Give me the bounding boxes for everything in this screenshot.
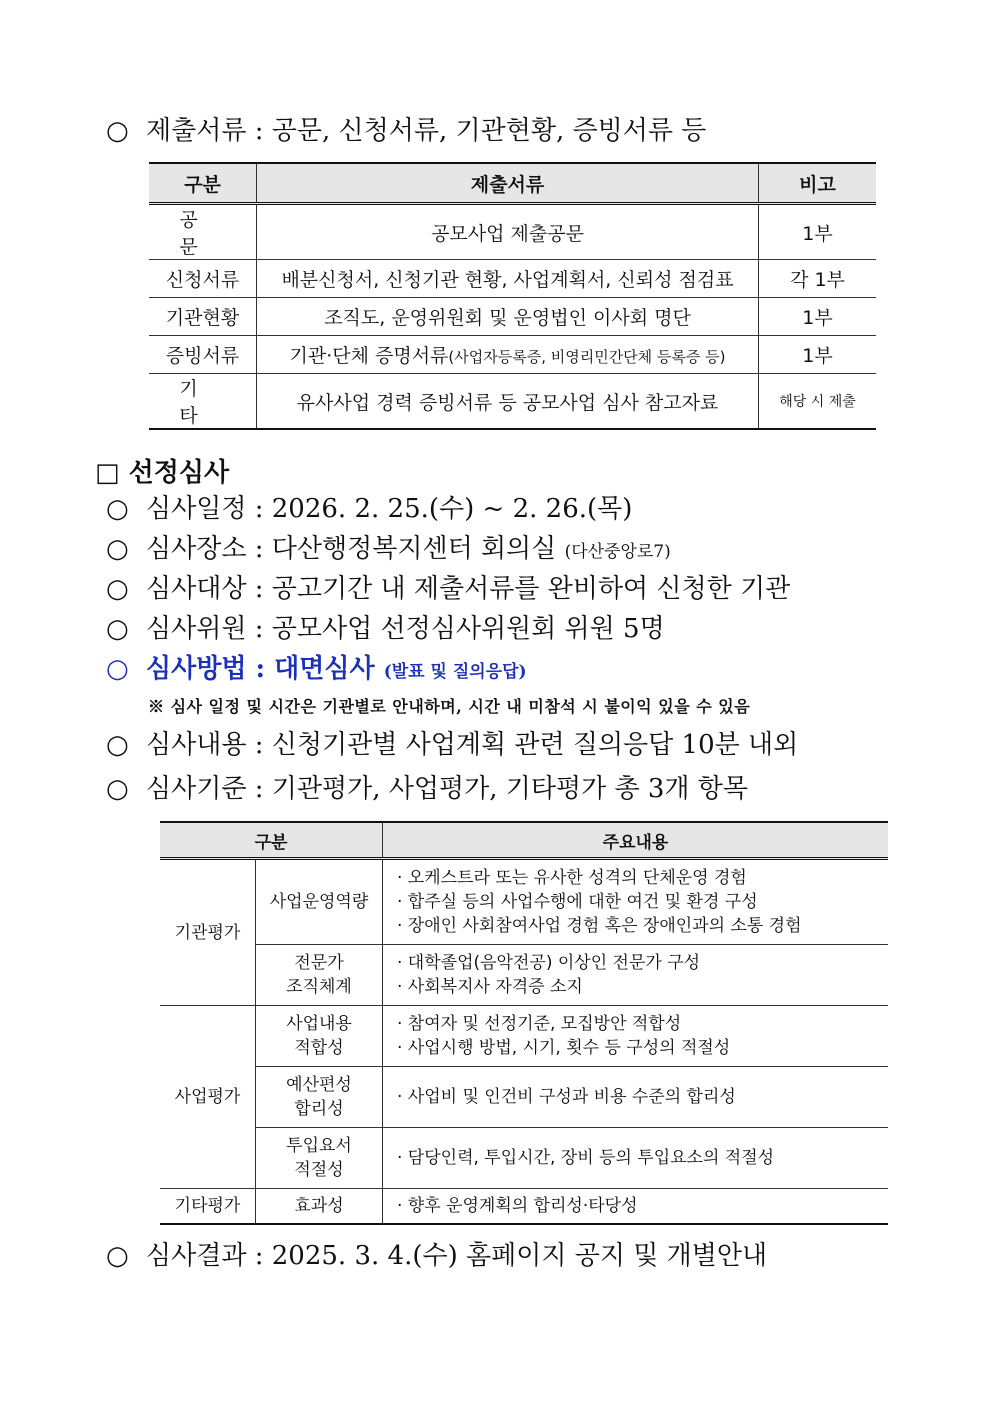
- table-row: [160, 1006, 888, 1067]
- table-row: [149, 336, 876, 374]
- table-row: [149, 374, 876, 430]
- criteria-item: ○ 심사기준 : 기관평가, 사업평가, 기타평가 총 3개 항목: [106, 774, 749, 804]
- criteria-table-header: [160, 822, 888, 859]
- row-category: 공 문: [149, 204, 257, 260]
- table-row: [149, 260, 876, 298]
- content-cell: · 담당인력, 투입시간, 장비 등의 투입요소의 적절성: [383, 1128, 889, 1189]
- group-project: 사업평가: [160, 1006, 256, 1189]
- row-note: 해당 시 제출: [759, 374, 877, 430]
- header-docs: 제출서류: [257, 163, 759, 204]
- row-note: 각 1부: [759, 260, 877, 298]
- sub-category: 사업운영역량: [256, 859, 383, 945]
- row-category: 기 타: [149, 374, 257, 430]
- row-note: 1부: [759, 204, 877, 260]
- section-title: □ 선정심사: [95, 458, 230, 488]
- row-docs: 공모사업 제출공문: [257, 204, 759, 260]
- sub-category: 예산편성 합리성: [256, 1067, 383, 1128]
- content-cell: · 대학졸업(음악전공) 이상인 전문가 구성 · 사회복지사 자격증 소지: [383, 945, 889, 1006]
- schedule-item: ○ 심사일정 : 2026. 2. 25.(수) ~ 2. 26.(목): [106, 494, 633, 524]
- content-cell: · 참여자 및 선정기준, 모집방안 적합성 · 사업시행 방법, 시기, 횟수 등 구성의 적절성: [383, 1006, 889, 1067]
- row-docs: 기관·단체 증명서류(사업자등록증, 비영리민간단체 등록증 등): [257, 336, 759, 374]
- row-note: 1부: [759, 336, 877, 374]
- table-row: [160, 945, 888, 1006]
- header-note: 비고: [759, 163, 877, 204]
- docs-line: ○ 제출서류 : 공문, 신청서류, 기관현황, 증빙서류 등: [106, 116, 707, 146]
- header-content: 주요내용: [383, 822, 889, 859]
- committee-item: ○ 심사위원 : 공모사업 선정심사위원회 위원 5명: [106, 614, 665, 644]
- group-institution: 기관평가: [160, 859, 256, 1006]
- row-note: 1부: [759, 298, 877, 336]
- table-row: [149, 204, 876, 260]
- row-docs: 조직도, 운영위원회 및 운영법인 이사회 명단: [257, 298, 759, 336]
- sub-category: 투입요서 적절성: [256, 1128, 383, 1189]
- notice-text: ※ 심사 일정 및 시간은 기관별로 안내하며, 시간 내 미참석 시 불이익 있을 수 있음: [148, 697, 751, 716]
- table-row: [160, 1067, 888, 1128]
- header-category: 구분: [160, 822, 383, 859]
- target-item: ○ 심사대상 : 공고기간 내 제출서류를 완비하여 신청한 기관: [106, 574, 791, 604]
- content-cell: · 향후 운영계획의 합리성·타당성: [383, 1189, 889, 1225]
- table-row: [160, 1189, 888, 1225]
- content-cell: · 오케스트라 또는 유사한 성격의 단체운영 경험 · 합주실 등의 사업수행에 대한 여건 및 환경 구성 · 장애인 사회참여사업 경험 혹은 장애인과의 소통 경험: [383, 859, 889, 945]
- group-other: 기타평가: [160, 1189, 256, 1225]
- content-item: ○ 심사내용 : 신청기관별 사업계획 관련 질의응답 10분 내외: [106, 730, 799, 760]
- row-docs: 유사사업 경력 증빙서류 등 공모사업 심사 참고자료: [257, 374, 759, 430]
- content-cell: · 사업비 및 인건비 구성과 비용 수준의 합리성: [383, 1067, 889, 1128]
- row-category: 증빙서류: [149, 336, 257, 374]
- criteria-table: [160, 821, 888, 1225]
- sub-category: 효과성: [256, 1189, 383, 1225]
- docs-table-header: [149, 163, 876, 204]
- row-category: 신청서류: [149, 260, 257, 298]
- table-row: [160, 1128, 888, 1189]
- row-category: 기관현황: [149, 298, 257, 336]
- table-row: [149, 298, 876, 336]
- result-item: ○ 심사결과 : 2025. 3. 4.(수) 홈페이지 공지 및 개별안내: [106, 1241, 768, 1271]
- row-docs: 배분신청서, 신청기관 현황, 사업계획서, 신뢰성 점검표: [257, 260, 759, 298]
- table-row: [160, 859, 888, 945]
- method-item: ○ 심사방법 : 대면심사 (발표 및 질의응답): [106, 654, 527, 684]
- location-item: ○ 심사장소 : 다산행정복지센터 회의실 (다산중앙로7): [106, 534, 671, 564]
- sub-category: 전문가 조직체계: [256, 945, 383, 1006]
- sub-category: 사업내용 적합성: [256, 1006, 383, 1067]
- docs-table: [149, 162, 876, 430]
- header-category: 구분: [149, 163, 257, 204]
